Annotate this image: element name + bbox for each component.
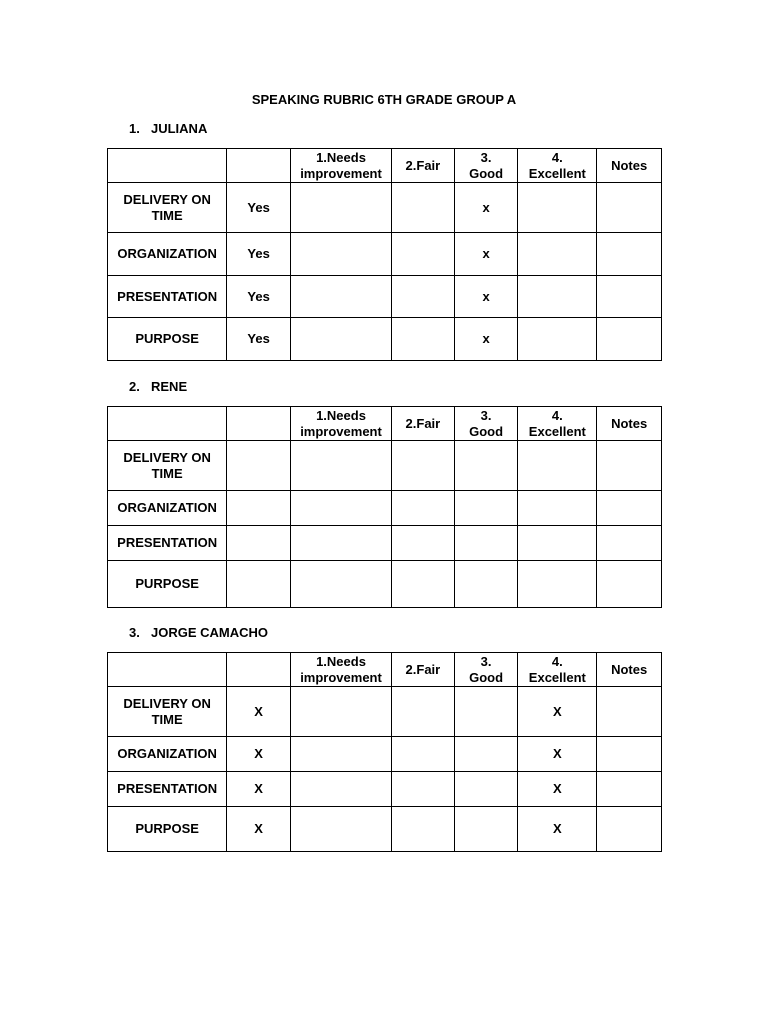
- score-4-cell[interactable]: [518, 561, 597, 608]
- score-1-cell[interactable]: [290, 772, 391, 807]
- header-score-2: 2.Fair: [392, 407, 455, 441]
- score-4-cell[interactable]: [518, 183, 597, 233]
- score-2-cell[interactable]: [392, 807, 455, 852]
- score-1-cell[interactable]: [290, 276, 391, 318]
- student-name: JULIANA: [151, 121, 208, 136]
- completed-cell[interactable]: [227, 526, 291, 561]
- table-row: [108, 276, 662, 318]
- table-row: [108, 441, 662, 491]
- criterion-presentation: PRESENTATION: [108, 526, 227, 561]
- table-row: [108, 491, 662, 526]
- score-3-cell[interactable]: [454, 526, 518, 561]
- score-2-cell[interactable]: [392, 441, 455, 491]
- header-score-1: 1.Needs improvement: [290, 653, 391, 687]
- table-row: [108, 772, 662, 807]
- score-1-cell[interactable]: [290, 318, 391, 361]
- score-3-cell[interactable]: [454, 491, 518, 526]
- criterion-delivery: DELIVERY ON TIME: [108, 441, 227, 491]
- notes-cell[interactable]: [597, 807, 662, 852]
- student-heading: [129, 625, 268, 640]
- score-3-cell[interactable]: x: [454, 276, 518, 318]
- score-4-cell[interactable]: X: [518, 687, 597, 737]
- score-1-cell[interactable]: [290, 561, 391, 608]
- notes-cell[interactable]: [597, 441, 662, 491]
- criterion-presentation: PRESENTATION: [108, 772, 227, 807]
- completed-cell[interactable]: X: [227, 807, 291, 852]
- completed-cell[interactable]: [227, 441, 291, 491]
- score-4-cell[interactable]: [518, 526, 597, 561]
- completed-cell[interactable]: Yes: [227, 276, 291, 318]
- header-row: [108, 653, 662, 687]
- score-1-cell[interactable]: [290, 526, 391, 561]
- score-4-cell[interactable]: [518, 276, 597, 318]
- criterion-purpose: PURPOSE: [108, 318, 227, 361]
- student-name: RENE: [151, 379, 188, 394]
- score-1-cell[interactable]: [290, 441, 391, 491]
- score-2-cell[interactable]: [392, 491, 455, 526]
- student-heading: [129, 379, 187, 394]
- score-1-cell[interactable]: [290, 183, 391, 233]
- score-3-cell[interactable]: [454, 441, 518, 491]
- notes-cell[interactable]: [597, 183, 662, 233]
- header-notes: Notes: [597, 653, 662, 687]
- student-number: 3.: [129, 625, 140, 640]
- score-3-cell[interactable]: x: [454, 233, 518, 276]
- table-row: [108, 687, 662, 737]
- header-score-1: 1.Needs improvement: [290, 407, 391, 441]
- score-2-cell[interactable]: [392, 687, 455, 737]
- score-2-cell[interactable]: [392, 561, 455, 608]
- score-1-cell[interactable]: [290, 491, 391, 526]
- score-2-cell[interactable]: [392, 233, 455, 276]
- header-score-2: 2.Fair: [392, 653, 455, 687]
- header-criterion-cell: [108, 407, 227, 441]
- score-2-cell[interactable]: [392, 276, 455, 318]
- document-title: SPEAKING RUBRIC 6TH GRADE GROUP A: [251, 92, 517, 107]
- criterion-purpose: PURPOSE: [108, 807, 227, 852]
- completed-cell[interactable]: X: [227, 772, 291, 807]
- student-number: 1.: [129, 121, 140, 136]
- header-score-2: 2.Fair: [392, 149, 455, 183]
- header-criterion-cell: [108, 149, 227, 183]
- score-3-cell[interactable]: [454, 737, 518, 772]
- score-2-cell[interactable]: [392, 318, 455, 361]
- header-score-1: 1.Needs improvement: [290, 149, 391, 183]
- header-row: [108, 149, 662, 183]
- student-number: 2.: [129, 379, 140, 394]
- rubric-table-jorge-camacho: [107, 652, 662, 852]
- header-completed-cell: [227, 653, 291, 687]
- score-4-cell[interactable]: X: [518, 807, 597, 852]
- student-heading: [129, 121, 207, 136]
- header-notes: Notes: [597, 407, 662, 441]
- score-4-cell[interactable]: [518, 318, 597, 361]
- header-score-3: 3. Good: [454, 653, 518, 687]
- header-score-4: 4. Excellent: [518, 149, 597, 183]
- notes-cell[interactable]: [597, 737, 662, 772]
- score-1-cell[interactable]: [290, 737, 391, 772]
- score-2-cell[interactable]: [392, 737, 455, 772]
- score-4-cell[interactable]: X: [518, 772, 597, 807]
- score-3-cell[interactable]: [454, 772, 518, 807]
- header-score-3: 3. Good: [454, 149, 518, 183]
- table-row: [108, 318, 662, 361]
- score-3-cell[interactable]: [454, 687, 518, 737]
- header-row: [108, 407, 662, 441]
- completed-cell[interactable]: Yes: [227, 318, 291, 361]
- notes-cell[interactable]: [597, 491, 662, 526]
- table-row: [108, 183, 662, 233]
- table-row: [108, 737, 662, 772]
- notes-cell[interactable]: [597, 561, 662, 608]
- notes-cell[interactable]: [597, 276, 662, 318]
- completed-cell[interactable]: [227, 491, 291, 526]
- score-1-cell[interactable]: [290, 233, 391, 276]
- score-4-cell[interactable]: X: [518, 737, 597, 772]
- score-4-cell[interactable]: [518, 491, 597, 526]
- notes-cell[interactable]: [597, 233, 662, 276]
- criterion-purpose: PURPOSE: [108, 561, 227, 608]
- score-1-cell[interactable]: [290, 687, 391, 737]
- completed-cell[interactable]: Yes: [227, 233, 291, 276]
- rubric-table-juliana: [107, 148, 662, 361]
- header-completed-cell: [227, 407, 291, 441]
- notes-cell[interactable]: [597, 526, 662, 561]
- criterion-organization: ORGANIZATION: [108, 491, 227, 526]
- header-criterion-cell: [108, 653, 227, 687]
- completed-cell[interactable]: [227, 561, 291, 608]
- rubric-table-rene: [107, 406, 662, 608]
- score-3-cell[interactable]: x: [454, 183, 518, 233]
- completed-cell[interactable]: X: [227, 737, 291, 772]
- criterion-delivery: DELIVERY ON TIME: [108, 687, 227, 737]
- completed-cell[interactable]: X: [227, 687, 291, 737]
- notes-cell[interactable]: [597, 687, 662, 737]
- criterion-presentation: PRESENTATION: [108, 276, 227, 318]
- completed-cell[interactable]: Yes: [227, 183, 291, 233]
- score-2-cell[interactable]: [392, 183, 455, 233]
- criterion-delivery: DELIVERY ON TIME: [108, 183, 227, 233]
- score-1-cell[interactable]: [290, 807, 391, 852]
- score-4-cell[interactable]: [518, 233, 597, 276]
- student-name: JORGE CAMACHO: [151, 625, 269, 640]
- table-row: [108, 233, 662, 276]
- table-row: [108, 561, 662, 608]
- score-4-cell[interactable]: [518, 441, 597, 491]
- header-completed-cell: [227, 149, 291, 183]
- criterion-organization: ORGANIZATION: [108, 737, 227, 772]
- score-2-cell[interactable]: [392, 772, 455, 807]
- score-2-cell[interactable]: [392, 526, 455, 561]
- criterion-organization: ORGANIZATION: [108, 233, 227, 276]
- score-3-cell[interactable]: [454, 561, 518, 608]
- score-3-cell[interactable]: x: [454, 318, 518, 361]
- score-3-cell[interactable]: [454, 807, 518, 852]
- notes-cell[interactable]: [597, 318, 662, 361]
- table-row: [108, 807, 662, 852]
- header-score-3: 3. Good: [454, 407, 518, 441]
- header-notes: Notes: [597, 149, 662, 183]
- notes-cell[interactable]: [597, 772, 662, 807]
- table-row: [108, 526, 662, 561]
- header-score-4: 4. Excellent: [518, 407, 597, 441]
- header-score-4: 4. Excellent: [518, 653, 597, 687]
